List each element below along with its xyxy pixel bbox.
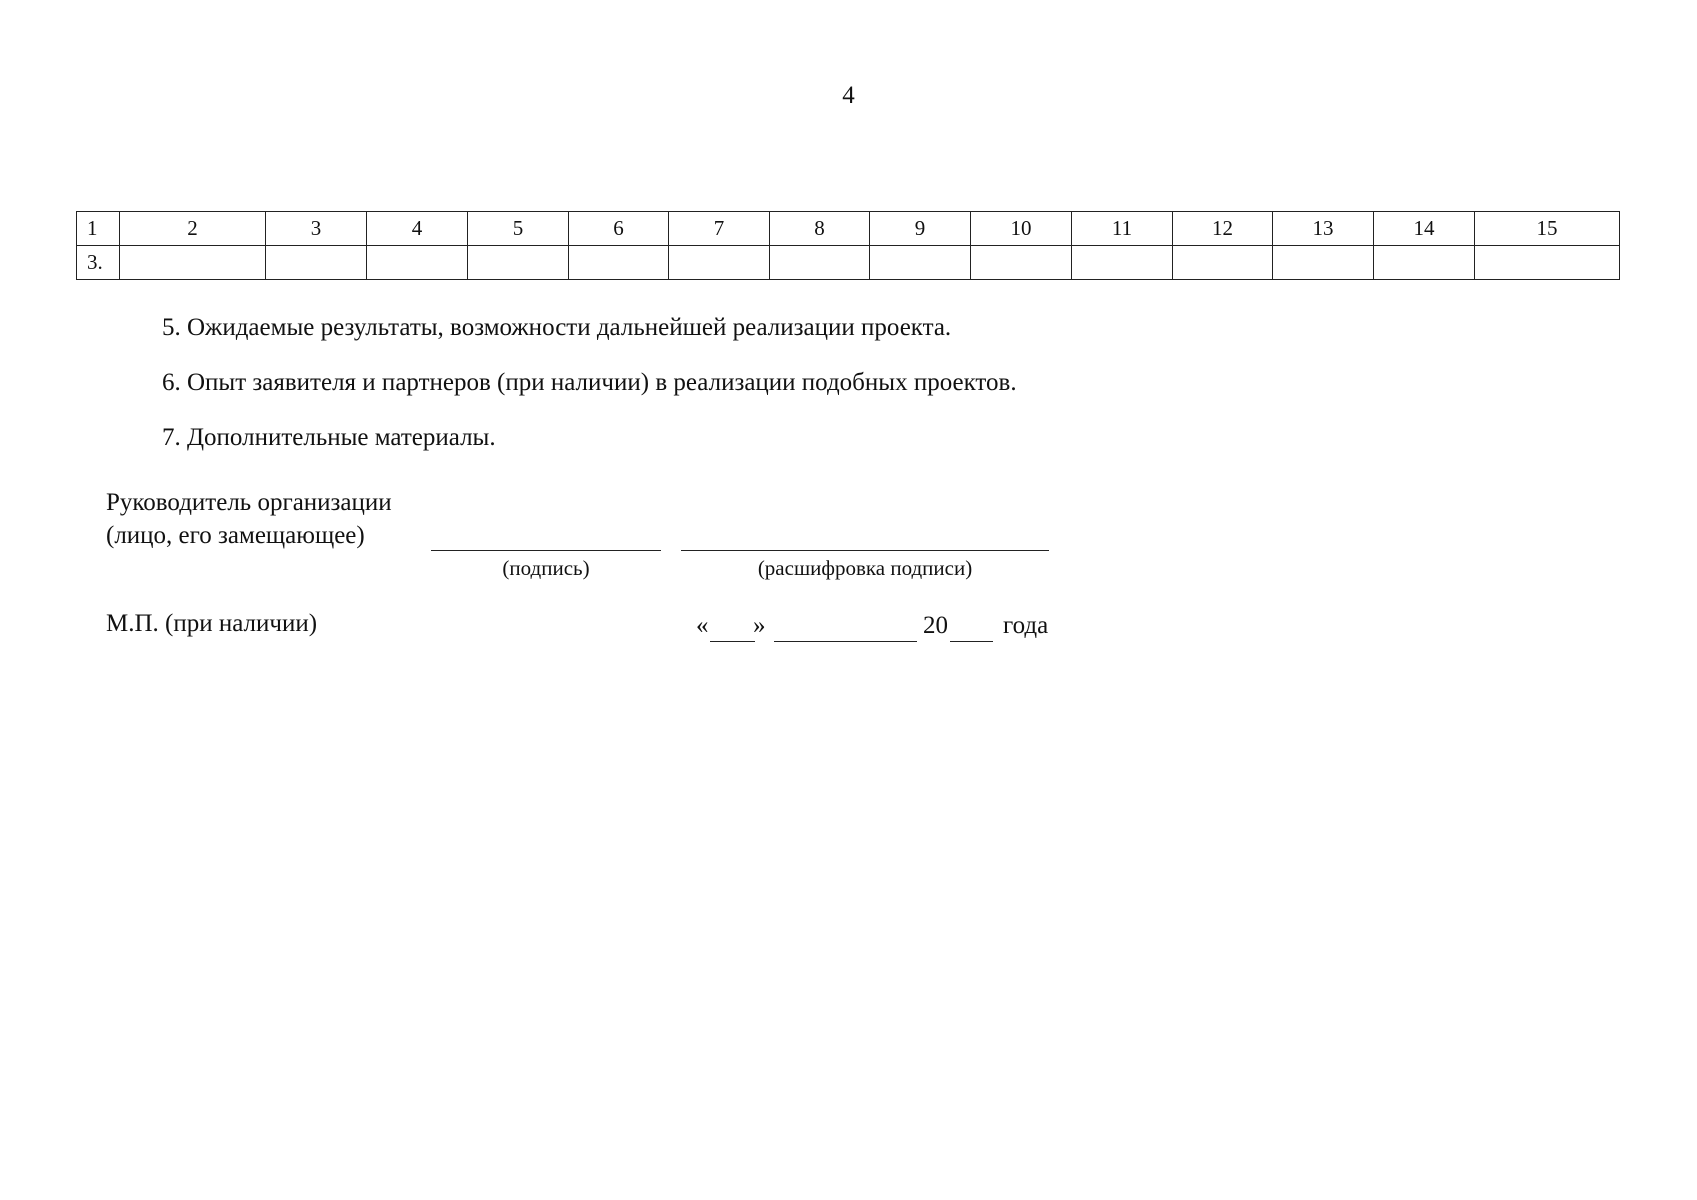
table-cell bbox=[1374, 246, 1475, 280]
table-header-cell: 6 bbox=[569, 212, 669, 246]
signatory-title: Руководитель организации bbox=[106, 489, 392, 516]
table-header-cell: 12 bbox=[1173, 212, 1273, 246]
table-cell bbox=[1072, 246, 1173, 280]
table-header-cell: 5 bbox=[468, 212, 569, 246]
table-cell bbox=[1475, 246, 1620, 280]
table-header-cell: 9 bbox=[870, 212, 971, 246]
item-expected-results: 5. Ожидаемые результаты, возможности дальнейшей реализации проекта. bbox=[162, 314, 952, 341]
item-additional-materials: 7. Дополнительные материалы. bbox=[162, 424, 496, 451]
signature-caption: (подпись) bbox=[502, 556, 590, 580]
table-cell bbox=[1173, 246, 1273, 280]
table-header-cell: 4 bbox=[367, 212, 468, 246]
date-year-word: года bbox=[1003, 612, 1049, 639]
table-header-cell: 7 bbox=[669, 212, 770, 246]
signature-line[interactable] bbox=[431, 550, 661, 551]
data-table bbox=[76, 211, 1620, 280]
signature-decryption-caption: (расшифровка подписи) bbox=[757, 556, 973, 580]
table-header-cell: 3 bbox=[266, 212, 367, 246]
table-cell bbox=[266, 246, 367, 280]
page-number: 4 bbox=[842, 82, 855, 109]
table-cell bbox=[770, 246, 870, 280]
table-header-cell: 1 bbox=[77, 212, 120, 246]
date-close-quote: » bbox=[753, 612, 766, 639]
item-applicant-experience: 6. Опыт заявителя и партнеров (при наличии) в реализации подобных проектов. bbox=[162, 369, 1017, 396]
date-month-line[interactable] bbox=[774, 641, 917, 642]
table-header-cell: 13 bbox=[1273, 212, 1374, 246]
table-header-cell: 2 bbox=[120, 212, 266, 246]
table-header-cell: 15 bbox=[1475, 212, 1620, 246]
date-day-line[interactable] bbox=[710, 641, 755, 642]
table-header-cell: 8 bbox=[770, 212, 870, 246]
table-cell: 3. bbox=[77, 246, 120, 280]
table-cell bbox=[971, 246, 1072, 280]
signatory-label bbox=[106, 486, 392, 552]
table-cell bbox=[468, 246, 569, 280]
date-open-quote: « bbox=[696, 612, 709, 639]
table-cell bbox=[1273, 246, 1374, 280]
table-cell bbox=[569, 246, 669, 280]
signatory-deputy: (лицо, его замещающее) bbox=[106, 522, 365, 549]
numbered-items bbox=[162, 311, 1017, 476]
table-cell bbox=[870, 246, 971, 280]
stamp-label: М.П. (при наличии) bbox=[106, 610, 318, 637]
table-header-cell: 14 bbox=[1374, 212, 1475, 246]
table-row bbox=[77, 246, 1620, 280]
table-header-cell: 10 bbox=[971, 212, 1072, 246]
table-header-cell: 11 bbox=[1072, 212, 1173, 246]
table-cell bbox=[669, 246, 770, 280]
date-century: 20 bbox=[923, 612, 948, 639]
date-year-line[interactable] bbox=[950, 641, 993, 642]
table-header-row bbox=[77, 212, 1620, 246]
signature-decryption-line[interactable] bbox=[681, 550, 1049, 551]
table-cell bbox=[367, 246, 468, 280]
table-cell bbox=[120, 246, 266, 280]
